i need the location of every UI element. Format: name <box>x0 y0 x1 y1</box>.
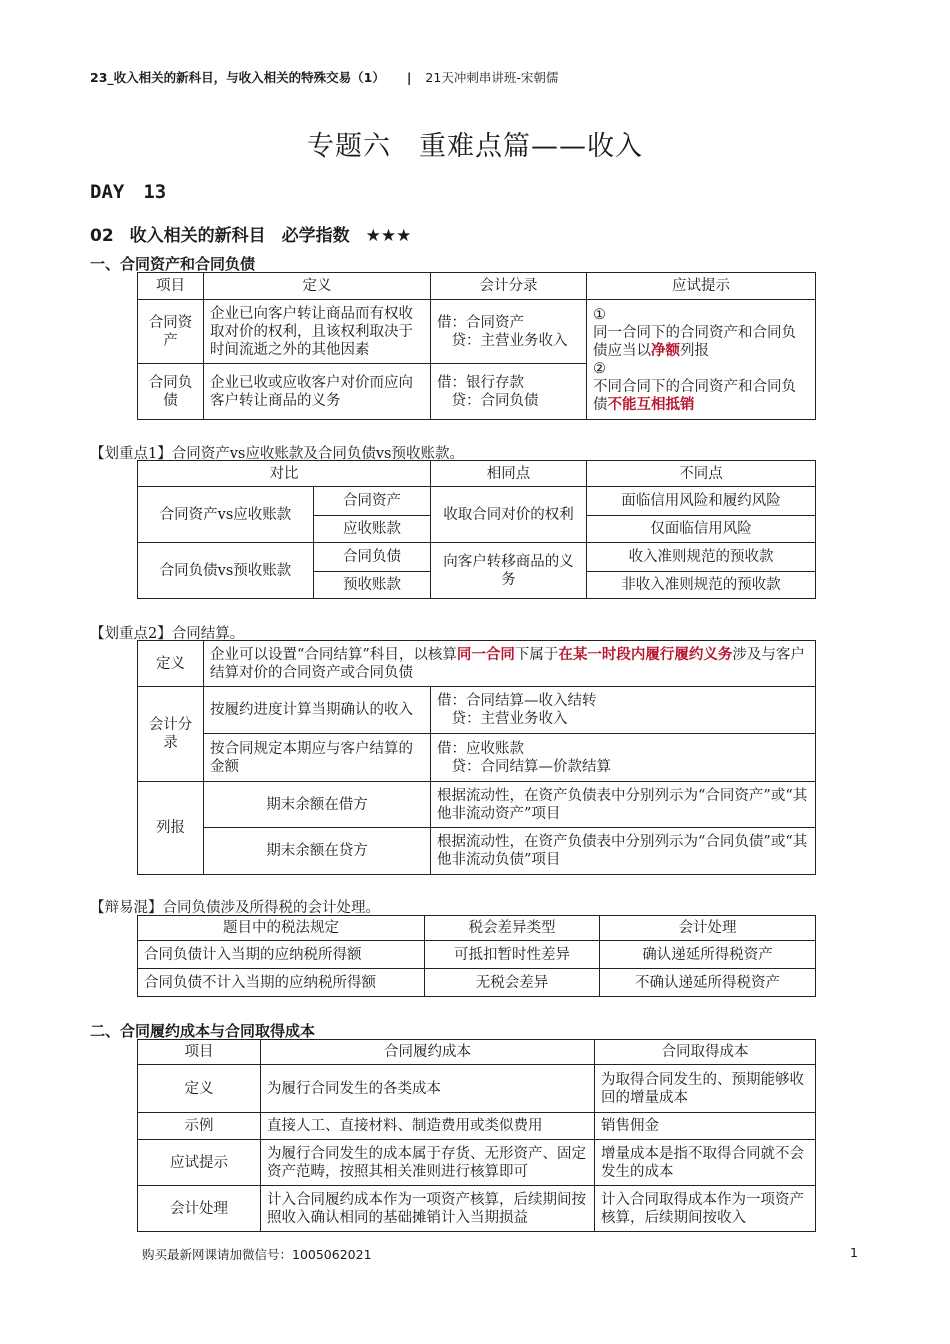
table4-row1-rule: 合同负债计入当期的应纳税所得额 <box>138 941 425 969</box>
key-point-1: 【划重点1】合同资产vs应收账款及合同负债vs预收账款。 <box>90 446 464 462</box>
table1-row1-entry <box>431 300 587 364</box>
table2-group2-b: 预收账款 <box>314 572 431 599</box>
table2-group2-a: 合同负债 <box>314 543 431 572</box>
tip-number-2: ② <box>593 360 606 377</box>
table5-header-item: 项目 <box>138 1040 261 1065</box>
header-course-name: 21天冲刺串讲班-宋朝儒 <box>425 70 559 85</box>
page-title: 专题六 重难点篇——收入 <box>307 131 643 162</box>
table2-group2-diff-a: 收入准则规范的预收款 <box>587 543 816 572</box>
entry-credit: 贷：合同负债 <box>437 392 539 409</box>
highlight-over-time: 在某一时段内履行履约义务 <box>558 646 733 663</box>
table3-report1-desc: 期末余额在借方 <box>204 782 431 828</box>
table1-header-tip: 应试提示 <box>587 273 816 300</box>
table2-group1-b: 应收账款 <box>314 516 431 543</box>
section-heading <box>90 221 411 246</box>
header-separator: | <box>406 70 412 85</box>
tip-text-1: 同一合同下的合同资产和合同负债应当以净额列报 <box>593 324 796 359</box>
highlight-same-contract: 同一合同 <box>456 646 515 663</box>
part2-heading: 二、合同履约成本与合同取得成本 <box>90 1022 316 1040</box>
page-header <box>90 68 558 86</box>
table5-row3-acquisition: 增量成本是指不取得合同就不会发生的成本 <box>595 1140 816 1186</box>
table4-header-treatment: 会计处理 <box>600 916 816 941</box>
table1-row1-item: 合同资产 <box>138 300 204 364</box>
table5-row1-acquisition: 为取得合同发生的、预期能够收回的增量成本 <box>595 1065 816 1113</box>
section-number: 02 <box>90 226 114 246</box>
table1-row1-definition: 企业已向客户转让商品而有权收取对价的权利，且该权利取决于时间流逝之外的其他因素 <box>204 300 431 364</box>
table5-row1-fulfillment: 为履行合同发生的各类成本 <box>261 1065 595 1113</box>
part1-heading: 一、合同资产和合同负债 <box>90 255 256 273</box>
table5-row2-fulfillment: 直接人工、直接材料、制造费用或类似费用 <box>261 1113 595 1140</box>
table5-row3-item: 应试提示 <box>138 1140 261 1186</box>
table5-row4-item: 会计处理 <box>138 1186 261 1232</box>
table2-header-same: 相同点 <box>431 461 587 487</box>
contract-cost-table <box>137 1039 816 1232</box>
table2-group1-diff-a: 面临信用风险和履约风险 <box>587 487 816 516</box>
section-stars: ★★★ <box>365 226 412 246</box>
table1-row2-definition: 企业已收或应收客户对价而应向客户转让商品的义务 <box>204 364 431 420</box>
table4-row1-treatment: 确认递延所得税资产 <box>600 941 816 969</box>
table5-row3-fulfillment: 为履行合同发生的成本属于存货、无形资产、固定资产范畴，按照其相关准则进行核算即可 <box>261 1140 595 1186</box>
table2-header-diff: 不同点 <box>587 461 816 487</box>
key-point-2: 【划重点2】合同结算。 <box>90 626 245 642</box>
table1-row2-item: 合同负债 <box>138 364 204 420</box>
table1-tip-cell <box>587 300 816 420</box>
table3-entry1-journal: 借：合同结算—收入结转 贷：主营业务收入 <box>431 687 816 734</box>
table5-row4-fulfillment: 计入合同履约成本作为一项资产核算，后续期间按照收入确认相同的基础摊销计入当期损益 <box>261 1186 595 1232</box>
contract-settlement-table <box>137 640 816 875</box>
tip-text-2: 不同合同下的合同资产和合同负债不能互相抵销 <box>593 378 796 413</box>
tip-highlight-no-offset: 不能互相抵销 <box>607 396 695 413</box>
contract-asset-liability-table <box>137 272 816 420</box>
entry-credit: 贷：主营业务收入 <box>437 332 568 349</box>
comparison-table <box>137 460 816 599</box>
table4-row2-rule: 合同负债不计入当期的应纳税所得额 <box>138 969 425 997</box>
page-number: 1 <box>850 1245 858 1260</box>
table1-header-item: 项目 <box>138 273 204 300</box>
table2-group1-label: 合同资产vs应收账款 <box>138 487 314 543</box>
entry-debit: 借：合同资产 <box>437 314 524 331</box>
table2-group2-diff-b: 非收入准则规范的预收款 <box>587 572 816 599</box>
table3-def-label: 定义 <box>138 641 204 687</box>
table4-row2-type: 无税会差异 <box>425 969 600 997</box>
table5-header-acquisition: 合同取得成本 <box>595 1040 816 1065</box>
table3-report1-text: 根据流动性，在资产负债表中分别列示为“合同资产”或“其他非流动资产”项目 <box>431 782 816 828</box>
table1-header-definition: 定义 <box>204 273 431 300</box>
table4-row2-treatment: 不确认递延所得税资产 <box>600 969 816 997</box>
table1-row2-entry <box>431 364 587 420</box>
income-tax-table <box>137 915 816 997</box>
table4-row1-type: 可抵扣暂时性差异 <box>425 941 600 969</box>
table1-header-entry: 会计分录 <box>431 273 587 300</box>
table5-row1-item: 定义 <box>138 1065 261 1113</box>
table3-def-text: 企业可以设置“合同结算”科目，以核算同一合同下属于在某一时段内履行履约义务涉及与客户结算对价的合同资产或合同负债 <box>204 641 816 687</box>
table4-header-diff-type: 税会差异类型 <box>425 916 600 941</box>
table4-header-tax-rule: 题目中的税法规定 <box>138 916 425 941</box>
page-footer: 购买最新网课请加微信号：1005062021 <box>142 1247 372 1262</box>
table3-entry2-journal: 借：应收账款 贷：合同结算—价款结算 <box>431 734 816 782</box>
table5-row2-acquisition: 销售佣金 <box>595 1113 816 1140</box>
table2-group1-a: 合同资产 <box>314 487 431 516</box>
table5-header-fulfillment: 合同履约成本 <box>261 1040 595 1065</box>
tip-highlight-net: 净额 <box>651 342 680 359</box>
header-doc-title: 23_收入相关的新科目，与收入相关的特殊交易（1） <box>90 70 385 85</box>
tip-number-1: ① <box>593 306 606 323</box>
table3-entry2-desc: 按合同规定本期应与客户结算的金额 <box>204 734 431 782</box>
confusion-note: 【辩易混】合同负债涉及所得税的会计处理。 <box>90 900 380 916</box>
table3-report2-text: 根据流动性，在资产负债表中分别列示为“合同负债”或“其他非流动负债”项目 <box>431 828 816 875</box>
section-name: 收入相关的新科目 <box>129 226 266 246</box>
table3-report-label: 列报 <box>138 782 204 875</box>
section-index-label: 必学指数 <box>281 226 350 246</box>
table2-group2-label: 合同负债vs预收账款 <box>138 543 314 599</box>
table2-group2-same: 向客户转移商品的义务 <box>431 543 587 599</box>
table5-row4-acquisition: 计入合同取得成本作为一项资产核算，后续期间按收入 <box>595 1186 816 1232</box>
table2-group1-same: 收取合同对价的权利 <box>431 487 587 543</box>
entry-debit: 借：银行存款 <box>437 374 524 391</box>
table3-entry-label: 会计分录 <box>138 687 204 782</box>
table2-header-compare: 对比 <box>138 461 431 487</box>
day-label: DAY 13 <box>90 181 167 203</box>
table2-group1-diff-b: 仅面临信用风险 <box>587 516 816 543</box>
table5-row2-item: 示例 <box>138 1113 261 1140</box>
table3-entry1-desc: 按履约进度计算当期确认的收入 <box>204 687 431 734</box>
table3-report2-desc: 期末余额在贷方 <box>204 828 431 875</box>
